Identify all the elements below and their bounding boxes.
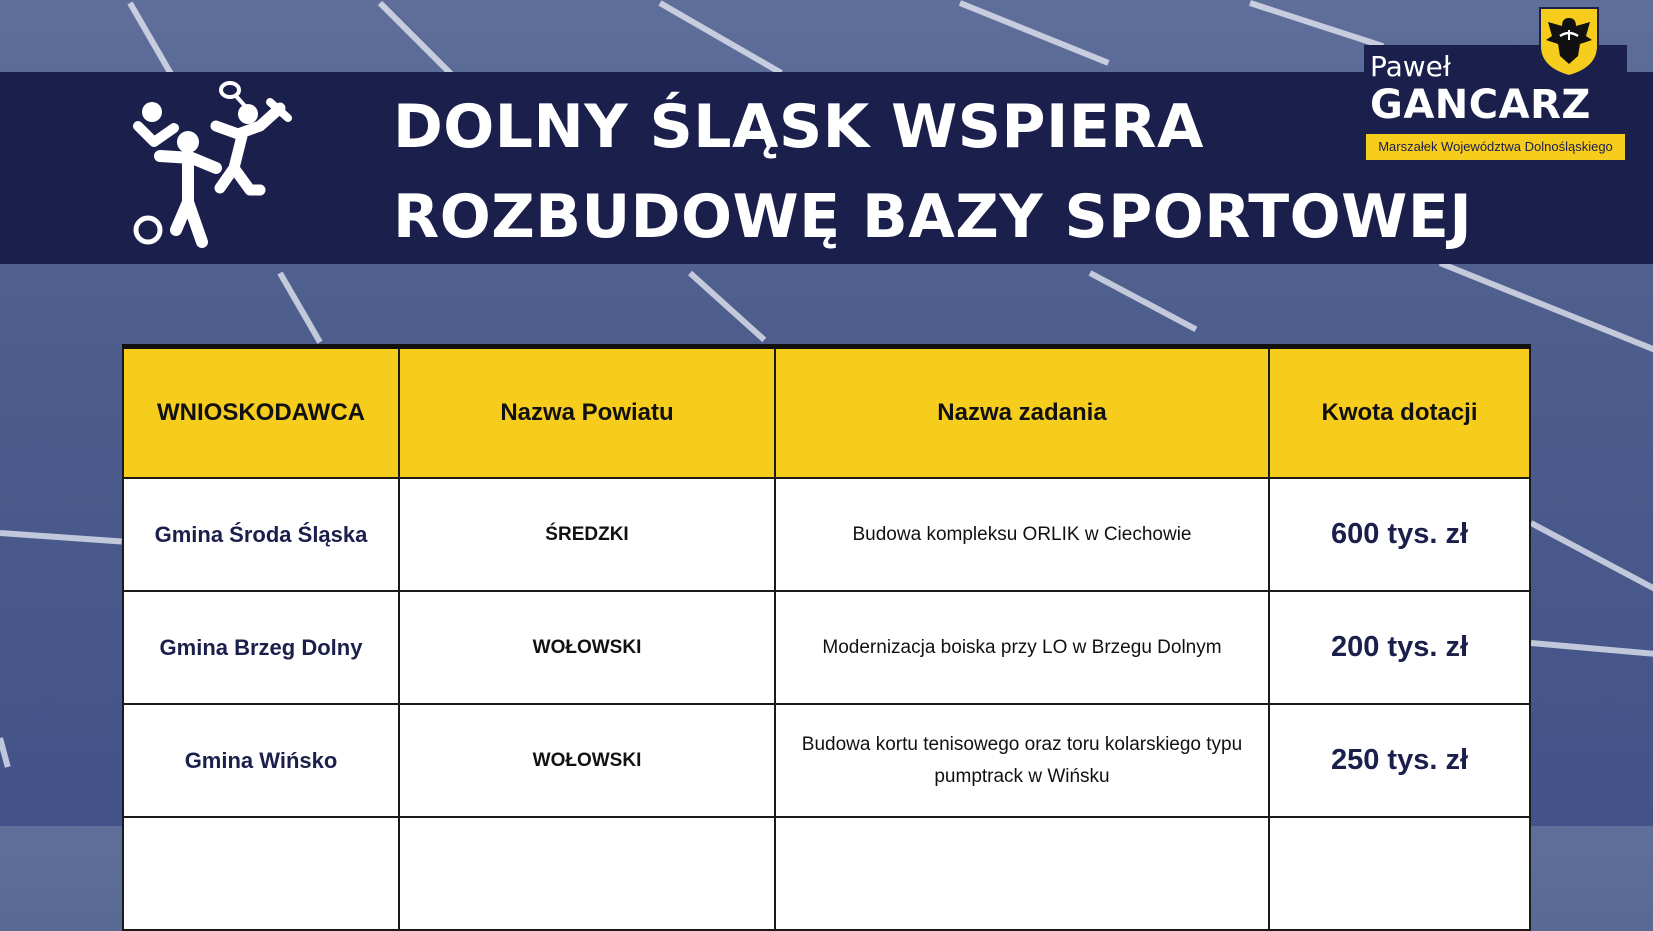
cell-task: Modernizacja boiska przy LO w Brzegu Dolnym	[775, 591, 1269, 704]
logo-first-name: Paweł	[1370, 50, 1451, 83]
title-line-2: ROZBUDOWĘ BAZY SPORTOWEJ	[393, 182, 1473, 252]
table-row-partial	[123, 817, 1530, 930]
sports-figures-icon	[130, 78, 300, 258]
cell-county: ŚREDZKI	[399, 478, 775, 591]
header-county: Nazwa Powiatu	[399, 347, 775, 479]
table-row	[123, 591, 1530, 704]
table-header-row	[123, 347, 1530, 479]
cell-county: WOŁOWSKI	[399, 704, 775, 817]
cell-amount: 250 tys. zł	[1269, 704, 1530, 817]
cell-task: Budowa kortu tenisowego oraz toru kolarskiego typu pumptrack w Wińsku	[775, 704, 1269, 817]
lower-silesia-eagle-icon	[1538, 6, 1600, 78]
page-title	[393, 82, 1472, 262]
cell-task: Budowa kompleksu ORLIK w Ciechowie	[775, 478, 1269, 591]
cell-applicant: Gmina Wińsko	[123, 704, 399, 817]
cell-applicant: Gmina Środa Śląska	[123, 478, 399, 591]
cell-amount: 200 tys. zł	[1269, 591, 1530, 704]
grants-table	[122, 344, 1531, 931]
table-row	[123, 704, 1530, 817]
title-line-1: DOLNY ŚLĄSK WSPIERA	[393, 92, 1204, 162]
logo-last-name: GANCARZ	[1370, 82, 1591, 128]
header-amount: Kwota dotacji	[1269, 347, 1530, 479]
cell-applicant: Gmina Brzeg Dolny	[123, 591, 399, 704]
table-row	[123, 478, 1530, 591]
cell-county: WOŁOWSKI	[399, 591, 775, 704]
logo-subtitle: Marszałek Województwa Dolnośląskiego	[1366, 134, 1625, 160]
cell-amount: 600 tys. zł	[1269, 478, 1530, 591]
header-task: Nazwa zadania	[775, 347, 1269, 479]
header-applicant: WNIOSKODAWCA	[123, 347, 399, 479]
